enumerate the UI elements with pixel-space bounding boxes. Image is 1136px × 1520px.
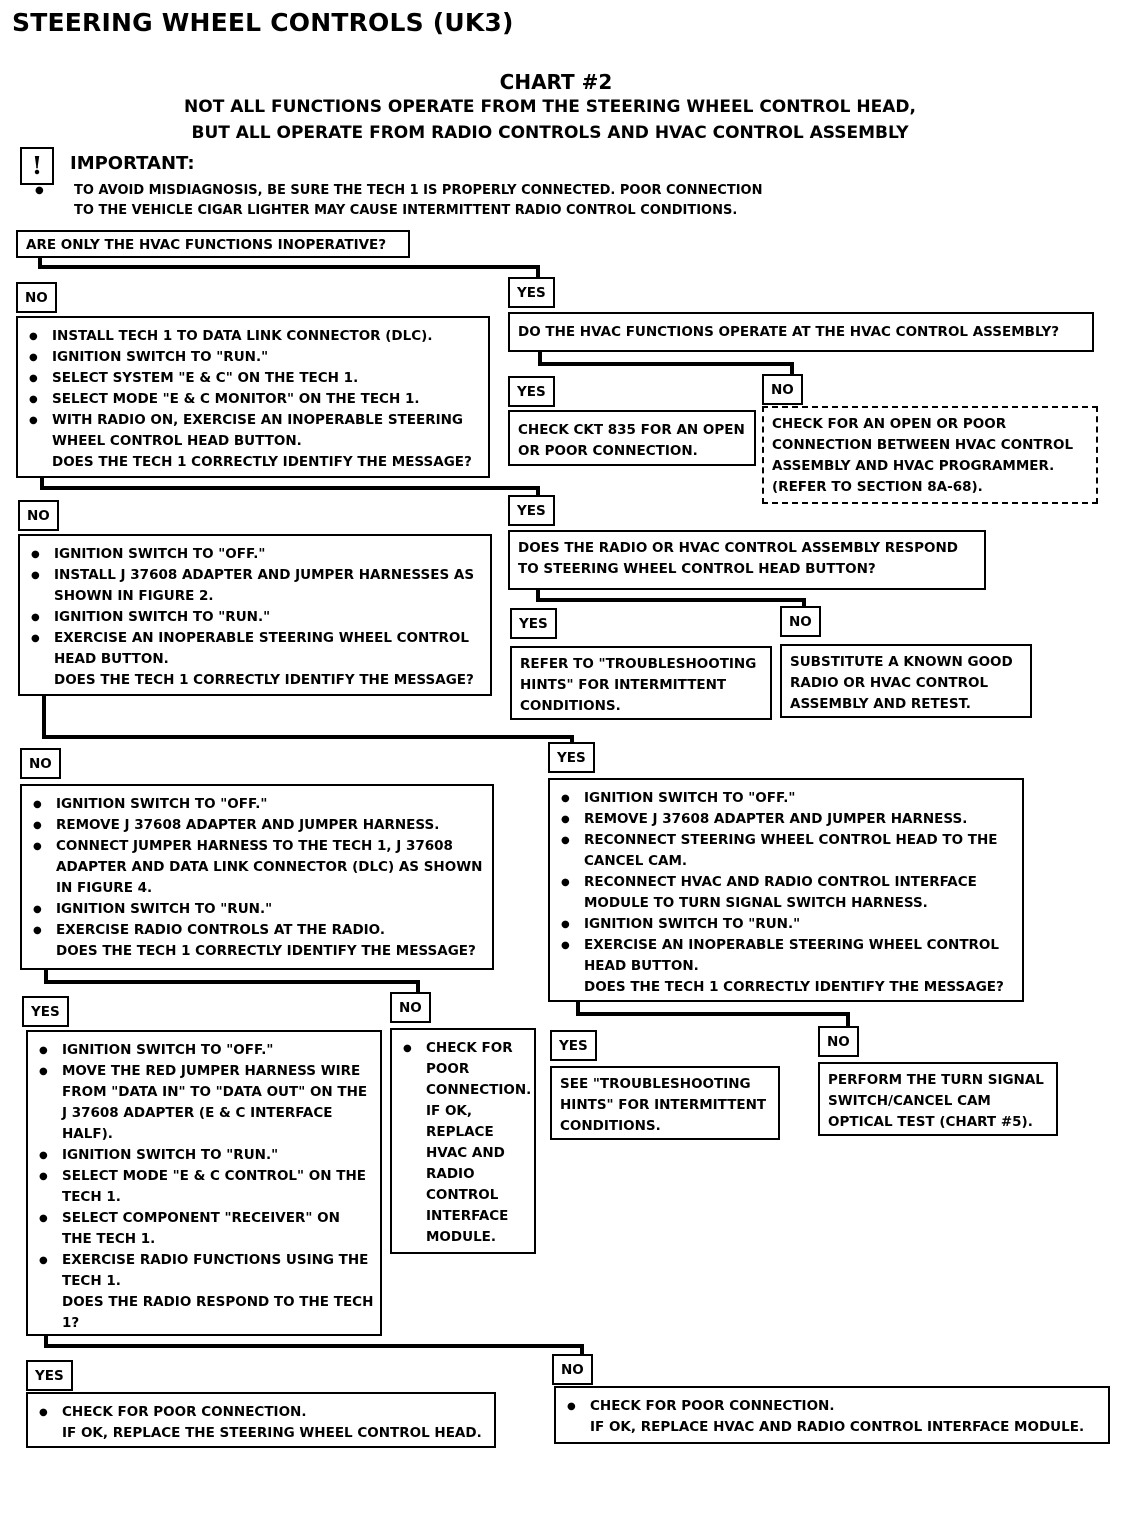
page-title: STEERING WHEEL CONTROLS (UK3) <box>12 8 514 37</box>
step2-item: ● IGNITION SWITCH TO "OFF." <box>28 544 484 565</box>
step-install-adapter <box>18 534 492 696</box>
important-note-line-2: TO THE VEHICLE CIGAR LIGHTER MAY CAUSE INTERMITTENT RADIO CONTROL CONDITIONS. <box>74 203 738 218</box>
step4-item: ● IGNITION SWITCH TO "RUN." <box>558 914 1016 935</box>
step5-list <box>36 1040 374 1292</box>
result-see-hints: SEE "TROUBLESHOOTING HINTS" FOR INTERMITTENT CONDITIONS. <box>550 1066 780 1140</box>
step3-item: ● IGNITION SWITCH TO "OFF." <box>30 794 486 815</box>
step5-question: DOES THE RADIO RESPOND TO THE TECH 1? <box>62 1294 374 1331</box>
question-radio-respond: DOES THE RADIO OR HVAC CONTROL ASSEMBLY RESPOND TO STEERING WHEEL CONTROL HEAD BUTTON? <box>508 530 986 590</box>
step2-item: ● IGNITION SWITCH TO "RUN." <box>28 607 484 628</box>
connector-step1 <box>42 477 538 496</box>
step1-item: ● SELECT MODE "E & C MONITOR" ON THE TECH 1. <box>26 389 482 410</box>
exclamation-icon: ! <box>20 147 54 185</box>
question-hvac-operate: DO THE HVAC FUNCTIONS OPERATE AT THE HVAC CONTROL ASSEMBLY? <box>508 312 1094 352</box>
step1-item: ● IGNITION SWITCH TO "RUN." <box>26 347 482 368</box>
step4-item: ● REMOVE J 37608 ADAPTER AND JUMPER HARNESS. <box>558 809 1016 830</box>
label-no: NO <box>780 606 821 637</box>
step4-item: ● RECONNECT STEERING WHEEL CONTROL HEAD TO THE CANCEL CAM. <box>558 830 1016 872</box>
label-no: NO <box>552 1354 593 1385</box>
label-yes: YES <box>26 1360 73 1391</box>
result-turn-signal-test: PERFORM THE TURN SIGNAL SWITCH/CANCEL CAM OPTICAL TEST (CHART #5). <box>818 1062 1058 1136</box>
step2-list <box>28 544 484 670</box>
step3-item: ● REMOVE J 37608 ADAPTER AND JUMPER HARNESS. <box>30 815 486 836</box>
question-hvac-only: ARE ONLY THE HVAC FUNCTIONS INOPERATIVE? <box>16 230 410 258</box>
label-yes: YES <box>508 277 555 308</box>
final-no-tail: IF OK, REPLACE HVAC AND RADIO CONTROL INTERFACE MODULE. <box>590 1419 1085 1435</box>
step1-item: ● INSTALL TECH 1 TO DATA LINK CONNECTOR (DLC). <box>26 326 482 347</box>
step2-item: ● INSTALL J 37608 ADAPTER AND JUMPER HARNESSES AS SHOWN IN FIGURE 2. <box>28 565 484 607</box>
step-install-tech1 <box>16 316 490 478</box>
connector-step3 <box>46 969 418 990</box>
important-note <box>32 181 762 221</box>
subtitle-line-1: NOT ALL FUNCTIONS OPERATE FROM THE STEERING WHEEL CONTROL HEAD, <box>184 97 916 117</box>
connector-step5 <box>46 1335 582 1354</box>
label-no: NO <box>818 1026 859 1057</box>
final-yes-tail: IF OK, REPLACE THE STEERING WHEEL CONTROL HEAD. <box>62 1425 482 1441</box>
step5-item: ● IGNITION SWITCH TO "OFF." <box>36 1040 374 1061</box>
step1-list <box>26 326 482 452</box>
label-no: NO <box>20 748 61 779</box>
step1-item: ● WITH RADIO ON, EXERCISE AN INOPERABLE STEERING WHEEL CONTROL HEAD BUTTON. <box>26 410 482 452</box>
step4-item: ● RECONNECT HVAC AND RADIO CONTROL INTERFACE MODULE TO TURN SIGNAL SWITCH HARNESS. <box>558 872 1016 914</box>
result-replace-interface-module <box>554 1386 1110 1444</box>
important-note-line-1: TO AVOID MISDIAGNOSIS, BE SURE THE TECH 1 IS PROPERLY CONNECTED. POOR CONNECTION <box>74 183 763 198</box>
step5-item: ● IGNITION SWITCH TO "RUN." <box>36 1145 374 1166</box>
narrow-list <box>400 1038 532 1248</box>
label-no: NO <box>390 992 431 1023</box>
step3-question: DOES THE TECH 1 CORRECTLY IDENTIFY THE MESSAGE? <box>56 943 476 959</box>
step4-item: ● IGNITION SWITCH TO "OFF." <box>558 788 1016 809</box>
step4-item: ● EXERCISE AN INOPERABLE STEERING WHEEL CONTROL HEAD BUTTON. <box>558 935 1016 977</box>
step-connect-jumper <box>20 784 494 970</box>
step2-question: DOES THE TECH 1 CORRECTLY IDENTIFY THE MESSAGE? <box>54 672 474 688</box>
label-yes: YES <box>508 495 555 526</box>
result-replace-control-head <box>26 1392 496 1448</box>
step5-item: ● SELECT COMPONENT "RECEIVER" ON THE TECH 1. <box>36 1208 374 1250</box>
label-yes: YES <box>22 996 69 1027</box>
result-check-replace-module <box>390 1028 536 1254</box>
label-no: NO <box>762 374 803 405</box>
step3-item: ● CONNECT JUMPER HARNESS TO THE TECH 1, J 37608 ADAPTER AND DATA LINK CONNECTOR (DLC) AS SHOWN IN FIGURE 4. <box>30 836 486 899</box>
final-yes-item: ● CHECK FOR POOR CONNECTION. <box>36 1402 488 1423</box>
connector-q1 <box>40 257 538 279</box>
step5-item: ● EXERCISE RADIO FUNCTIONS USING THE TECH 1. <box>36 1250 374 1292</box>
step4-list <box>558 788 1016 977</box>
connector-step4 <box>578 1001 848 1024</box>
step3-item: ● EXERCISE RADIO CONTROLS AT THE RADIO. <box>30 920 486 941</box>
narrow-item: ● CHECK FOR POOR CONNECTION. IF OK, REPLACE HVAC AND RADIO CONTROL INTERFACE MODULE. <box>400 1038 528 1248</box>
label-yes: YES <box>508 376 555 407</box>
subtitle-line-2: BUT ALL OPERATE FROM RADIO CONTROLS AND HVAC CONTROL ASSEMBLY <box>191 123 909 143</box>
label-yes: YES <box>510 608 557 639</box>
label-yes: YES <box>548 742 595 773</box>
step3-list <box>30 794 486 941</box>
step2-item: ● EXERCISE AN INOPERABLE STEERING WHEEL CONTROL HEAD BUTTON. <box>28 628 484 670</box>
step1-question: DOES THE TECH 1 CORRECTLY IDENTIFY THE MESSAGE? <box>52 454 472 470</box>
final-no-item: ● CHECK FOR POOR CONNECTION. <box>564 1396 1102 1417</box>
step4-question: DOES THE TECH 1 CORRECTLY IDENTIFY THE MESSAGE? <box>584 979 1004 995</box>
connector-q2 <box>540 352 792 376</box>
step5-item: ● SELECT MODE "E & C CONTROL" ON THE TECH 1. <box>36 1166 374 1208</box>
step-reconnect <box>548 778 1024 1002</box>
step5-item: ● MOVE THE RED JUMPER HARNESS WIRE FROM "DATA IN" TO "DATA OUT" ON THE J 37608 ADAPTER (E & C INTERFACE HALF). <box>36 1061 374 1145</box>
connector-q3 <box>538 589 804 608</box>
step1-item: ● SELECT SYSTEM "E & C" ON THE TECH 1. <box>26 368 482 389</box>
result-check-hvac-connection: CHECK FOR AN OPEN OR POOR CONNECTION BETWEEN HVAC CONTROL ASSEMBLY AND HVAC PROGRAMMER. (REFER TO SECTION 8A-68). <box>762 406 1098 504</box>
chart-label: CHART #2 <box>499 70 613 94</box>
label-yes: YES <box>550 1030 597 1061</box>
connector-step2 <box>44 695 572 744</box>
label-no: NO <box>18 500 59 531</box>
result-substitute-radio: SUBSTITUTE A KNOWN GOOD RADIO OR HVAC CONTROL ASSEMBLY AND RETEST. <box>780 644 1032 718</box>
step-move-red-jumper <box>26 1030 382 1336</box>
result-check-ckt-835: CHECK CKT 835 FOR AN OPEN OR POOR CONNECTION. <box>508 410 756 466</box>
label-no: NO <box>16 282 57 313</box>
result-refer-hints: REFER TO "TROUBLESHOOTING HINTS" FOR INTERMITTENT CONDITIONS. <box>510 646 772 720</box>
step3-item: ● IGNITION SWITCH TO "RUN." <box>30 899 486 920</box>
important-label: IMPORTANT: <box>70 153 195 174</box>
